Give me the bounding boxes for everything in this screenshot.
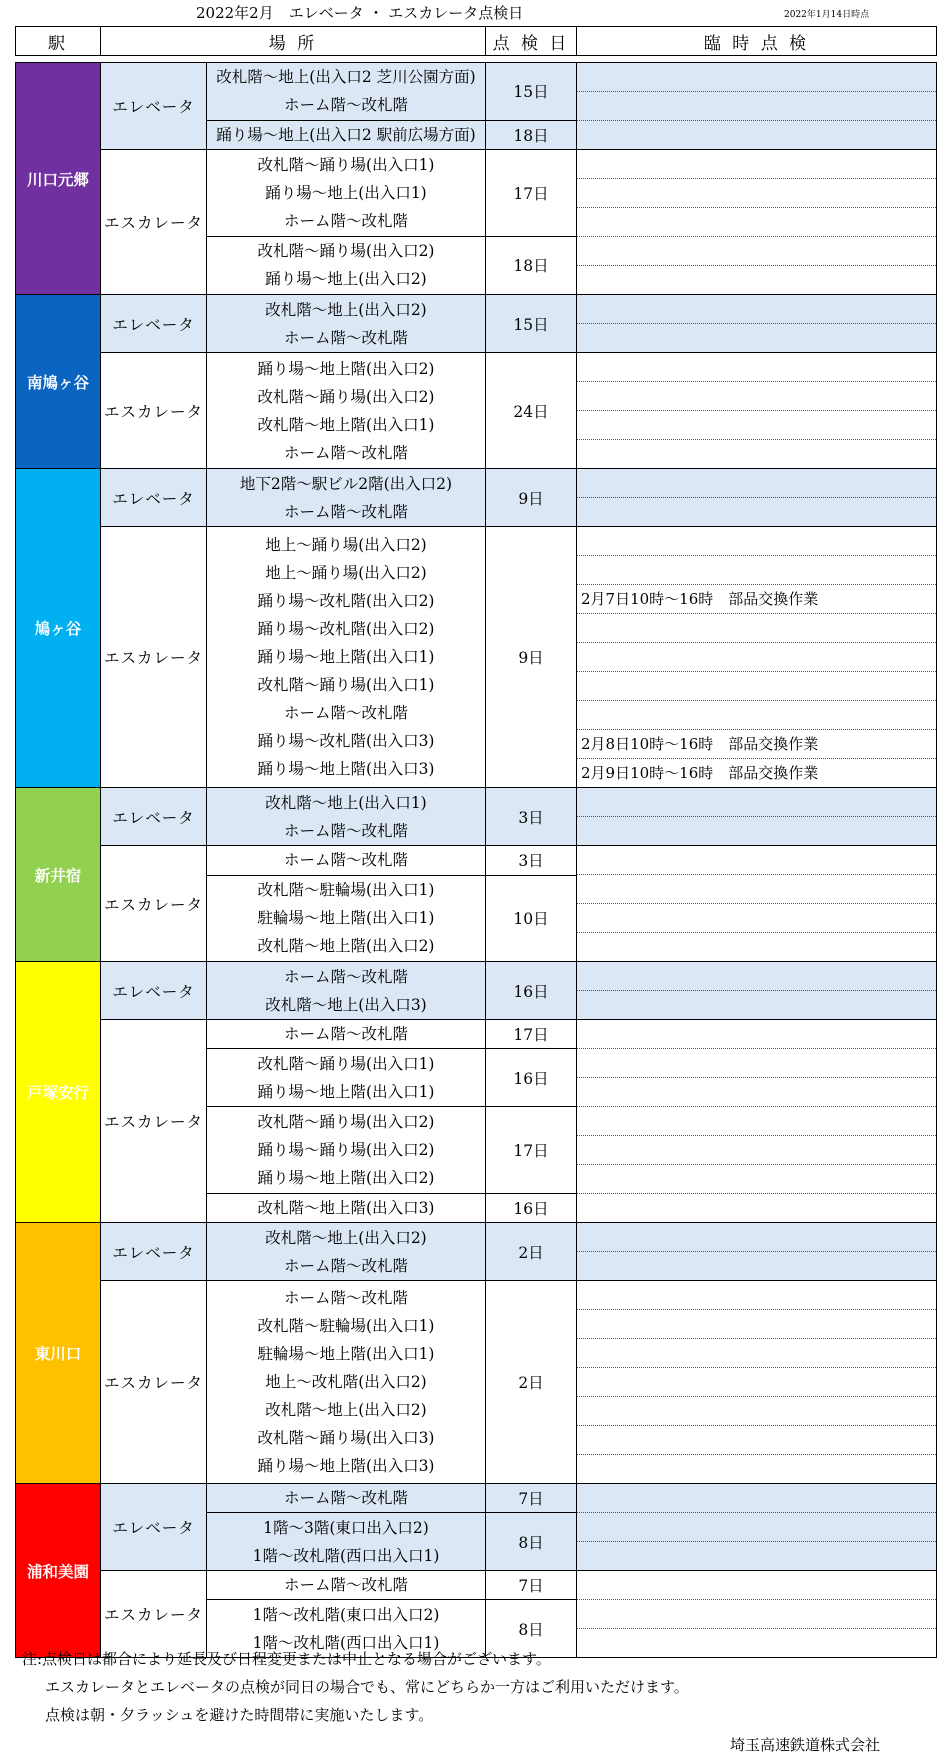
temporary-inspection-cell [577,1020,937,1223]
equipment-type: エスカレータ [101,150,207,295]
temporary-inspection-line [577,1571,936,1599]
inspection-date: 8日 [486,1513,577,1571]
inspection-date: 9日 [486,469,577,527]
inspection-date: 3日 [486,846,577,876]
place-cell [207,1513,486,1571]
temporary-inspection-line [577,497,936,526]
equipment-type: エレベータ [101,469,207,527]
place-line: 改札階～踊り場(出入口2) [257,387,435,406]
place-cell [207,353,486,469]
temporary-inspection-line [577,1020,936,1048]
temporary-inspection-line [577,1484,936,1512]
place-line: 1階～3階(東口出入口2) [263,1518,429,1537]
temporary-inspection-line [577,1048,936,1077]
table-row [16,469,937,527]
inspection-date: 2日 [486,1281,577,1484]
place-line: 改札階～踊り場(出入口2) [257,242,435,261]
equipment-type: エスカレータ [101,846,207,962]
equipment-type: エスカレータ [101,1571,207,1658]
place-line: ホーム階～改札階 [283,851,408,870]
place-line: 改札階～地上階(出入口2) [257,937,435,956]
temporary-inspection-line [577,613,936,642]
place-line: 1階～改札階(西口出入口1) [252,1546,440,1565]
temporary-inspection-line [577,1193,936,1222]
place-cell [207,846,486,876]
temporary-inspection-line [577,150,936,178]
temporary-inspection-line [577,700,936,729]
place-line: 改札階～踊り場(出入口1) [257,155,435,174]
place-line: 改札階～駐輪場(出入口1) [257,1317,435,1335]
inspection-date: 7日 [486,1484,577,1513]
temporary-inspection-cell [577,527,937,788]
inspection-date: 15日 [486,295,577,353]
place-cell [207,1571,486,1600]
table-row [16,1223,937,1281]
header-station: 駅 [16,27,101,56]
station-name: 東川口 [16,1223,101,1484]
header-date: 点 検 日 [486,27,577,56]
temporary-inspection-cell [577,962,937,1020]
inspection-date: 3日 [486,788,577,846]
place-cell [207,788,486,846]
table-row [16,846,937,876]
place-line: 地上～踊り場(出入口2) [265,536,427,554]
temporary-inspection-cell [577,353,937,469]
temporary-inspection-line [577,207,936,236]
place-line: ホーム階～改札階 [283,502,408,521]
place-line: ホーム階～改札階 [283,1289,408,1307]
temporary-inspection-line [577,91,936,120]
temporary-inspection-line [577,1338,936,1367]
station-name: 南鳩ヶ谷 [16,295,101,469]
temporary-inspection-cell [577,846,937,962]
place-line: 地上～改札階(出入口2) [265,1373,427,1391]
place-cell [207,236,486,294]
temporary-inspection-line [577,1251,936,1280]
equipment-type: エスカレータ [101,1020,207,1223]
temporary-inspection-line [577,990,936,1019]
place-line: 地下2階～駅ビル2階(出入口2) [239,474,453,493]
temporary-inspection-line [577,120,936,149]
place-line: 踊り場～地上階(出入口3) [257,1457,435,1475]
place-line: ホーム階～改札階 [283,443,408,462]
table-row [16,295,937,353]
table-row [16,1281,937,1484]
temporary-inspection-cell [577,295,937,353]
place-line: 踊り場～踊り場(出入口2) [257,1140,435,1159]
place-cell [207,1281,486,1484]
place-cell [207,1107,486,1193]
temporary-inspection-line [577,323,936,352]
temporary-inspection-line [577,932,936,961]
place-cell [207,1020,486,1049]
place-line: ホーム階～改札階 [283,1025,408,1044]
temporary-inspection-line: 2月9日10時～16時 部品交換作業 [577,758,936,787]
equipment-type: エスカレータ [101,1281,207,1484]
temporary-inspection-line [577,1367,936,1396]
place-line: ホーム階～改札階 [283,96,408,115]
temporary-inspection-line [577,1281,936,1309]
place-line: 踊り場～改札階(出入口2) [257,620,435,638]
inspection-date: 10日 [486,875,577,962]
place-cell [207,1223,486,1281]
page-title: 2022年2月 エレベータ ・ エスカレータ点検日 [196,4,524,22]
inspection-date: 18日 [486,236,577,294]
temporary-inspection-line [577,1541,936,1570]
station-name: 鳩ヶ谷 [16,469,101,788]
temporary-inspection-line [577,1599,936,1628]
temporary-inspection-cell [577,150,937,295]
place-line: 改札階～地上階(出入口1) [257,415,435,434]
inspection-date: 7日 [486,1571,577,1600]
place-line: ホーム階～改札階 [283,1576,408,1595]
place-cell [207,1484,486,1513]
notes [22,1645,689,1729]
note-line: エスカレータとエレベータの点検が同日の場合でも、常にどちらか一方はご利用いただけます。 [45,1678,689,1696]
place-line: ホーム階～改札階 [283,211,408,230]
place-line: ホーム階～改札階 [283,1256,408,1275]
place-cell [207,150,486,237]
table-row [16,788,937,846]
place-line: 踊り場～地上階(出入口1) [257,1082,435,1101]
place-cell [207,120,486,149]
place-line: 改札階～踊り場(出入口2) [257,1112,435,1131]
temporary-inspection-cell [577,1281,937,1484]
station-name: 川口元郷 [16,63,101,295]
table-row [16,63,937,121]
inspection-date: 16日 [486,1049,577,1107]
inspection-date: 16日 [486,1193,577,1222]
temporary-inspection-line [577,295,936,323]
place-cell [207,63,486,121]
temporary-inspection-line [577,788,936,816]
equipment-type: エスカレータ [101,527,207,788]
header-temporary: 臨 時 点 検 [577,27,937,56]
place-line: 踊り場～地上(出入口2) [265,270,427,289]
temporary-inspection-line: 2月7日10時～16時 部品交換作業 [577,584,936,613]
table-row [16,353,937,469]
place-line: 改札階～地上(出入口2) [265,1228,427,1247]
place-line: 1階～改札階(西口出入口1) [252,1633,440,1652]
place-line: 改札階～踊り場(出入口1) [257,1054,435,1073]
inspection-date: 17日 [486,150,577,237]
place-cell [207,295,486,353]
place-line: ホーム階～改札階 [283,1489,408,1508]
temporary-inspection-line [577,1135,936,1164]
temporary-inspection-line [577,469,936,497]
place-line: ホーム階～改札階 [283,704,408,722]
temporary-inspection-line [577,63,936,91]
temporary-inspection-cell [577,469,937,527]
table-row [16,962,937,1020]
station-name: 戸塚安行 [16,962,101,1223]
place-line: 駐輪場～地上階(出入口1) [257,1345,435,1363]
temporary-inspection-line [577,178,936,207]
temporary-inspection-line [577,381,936,410]
place-line: 駐輪場～地上階(出入口1) [257,909,435,928]
header-place: 場 所 [101,27,486,56]
inspection-date: 18日 [486,120,577,149]
temporary-inspection-line [577,527,936,555]
place-line: 改札階～地上階(出入口3) [257,1198,435,1217]
temporary-inspection-line [577,1106,936,1135]
station-name: 新井宿 [16,788,101,962]
place-cell [207,527,486,788]
place-line: 改札階～地上(出入口1) [265,793,427,812]
equipment-type: エレベータ [101,295,207,353]
temporary-inspection-line [577,642,936,671]
place-cell [207,875,486,962]
place-line: 踊り場～地上階(出入口1) [257,648,435,666]
temporary-inspection-line [577,671,936,700]
place-line: ホーム階～改札階 [283,967,408,986]
place-line: 踊り場～地上階(出入口3) [257,760,435,778]
place-line: 踊り場～地上階(出入口2) [257,359,435,378]
equipment-type: エレベータ [101,788,207,846]
place-cell [207,1193,486,1222]
equipment-type: エレベータ [101,63,207,150]
temporary-inspection-line [577,962,936,990]
temporary-inspection-line [577,439,936,468]
place-cell [207,962,486,1020]
temporary-inspection-line: 2月8日10時～16時 部品交換作業 [577,729,936,758]
place-line: ホーム階～改札階 [283,821,408,840]
temporary-inspection-line [577,1454,936,1483]
equipment-type: エスカレータ [101,353,207,469]
place-line: 踊り場～地上階(出入口2) [257,1168,435,1187]
temporary-inspection-line [577,410,936,439]
table-row [16,1020,937,1049]
temporary-inspection-line [577,1164,936,1193]
station-name: 浦和美園 [16,1484,101,1658]
place-cell [207,1049,486,1107]
inspection-date: 8日 [486,1600,577,1658]
temporary-inspection-line [577,1512,936,1541]
note-line: 注:点検日は都合により延長及び日程変更または中止となる場合がございます。 [22,1650,551,1668]
temporary-inspection-line [577,265,936,294]
place-line: 踊り場～改札階(出入口3) [257,732,435,750]
place-line: 改札階～地上(出入口2) [265,1401,427,1419]
temporary-inspection-line [577,816,936,845]
table-row [16,1484,937,1513]
place-line: 改札階～地上(出入口3) [265,995,427,1014]
table-row [16,1571,937,1600]
temporary-inspection-cell [577,1484,937,1571]
temporary-inspection-line [577,1223,936,1251]
temporary-inspection-line [577,874,936,903]
place-line: 改札階～踊り場(出入口3) [257,1429,435,1447]
equipment-type: エレベータ [101,962,207,1020]
place-line: 改札階～地上(出入口2 芝川公園方面) [216,68,476,87]
note-line: 点検は朝・夕ラッシュを避けた時間帯に実施いたします。 [45,1706,434,1724]
place-line: ホーム階～改札階 [283,328,408,347]
place-cell [207,469,486,527]
temporary-inspection-line [577,846,936,874]
temporary-inspection-line [577,236,936,265]
equipment-type: エレベータ [101,1223,207,1281]
inspection-date: 17日 [486,1020,577,1049]
temporary-inspection-line [577,1425,936,1454]
inspection-date: 9日 [486,527,577,788]
temporary-inspection-cell [577,63,937,150]
equipment-type: エレベータ [101,1484,207,1571]
place-line: 改札階～地上(出入口2) [265,300,427,319]
temporary-inspection-line [577,1077,936,1106]
as-of-date: 2022年1月14日時点 [784,10,870,20]
temporary-inspection-line [577,1396,936,1425]
inspection-table [15,62,937,1658]
temporary-inspection-cell [577,788,937,846]
table-header [15,26,937,56]
place-line: 改札階～踊り場(出入口1) [257,676,435,694]
place-line: 踊り場～改札階(出入口2) [257,592,435,610]
place-line: 踊り場～地上(出入口2 駅前広場方面) [216,125,476,144]
inspection-date: 16日 [486,962,577,1020]
inspection-date: 2日 [486,1223,577,1281]
inspection-date: 24日 [486,353,577,469]
place-line: 改札階～駐輪場(出入口1) [257,881,435,900]
temporary-inspection-line [577,903,936,932]
table-row [16,527,937,788]
place-line: 踊り場～地上(出入口1) [265,183,427,202]
place-line: 地上～踊り場(出入口2) [265,564,427,582]
inspection-date: 15日 [486,63,577,121]
inspection-date: 17日 [486,1107,577,1193]
temporary-inspection-cell [577,1223,937,1281]
company-name: 埼玉高速鉄道株式会社 [730,1736,881,1754]
temporary-inspection-line [577,1309,936,1338]
temporary-inspection-line [577,555,936,584]
temporary-inspection-line [577,353,936,381]
table-row [16,150,937,237]
place-line: 1階～改札階(東口出入口2) [252,1605,440,1624]
